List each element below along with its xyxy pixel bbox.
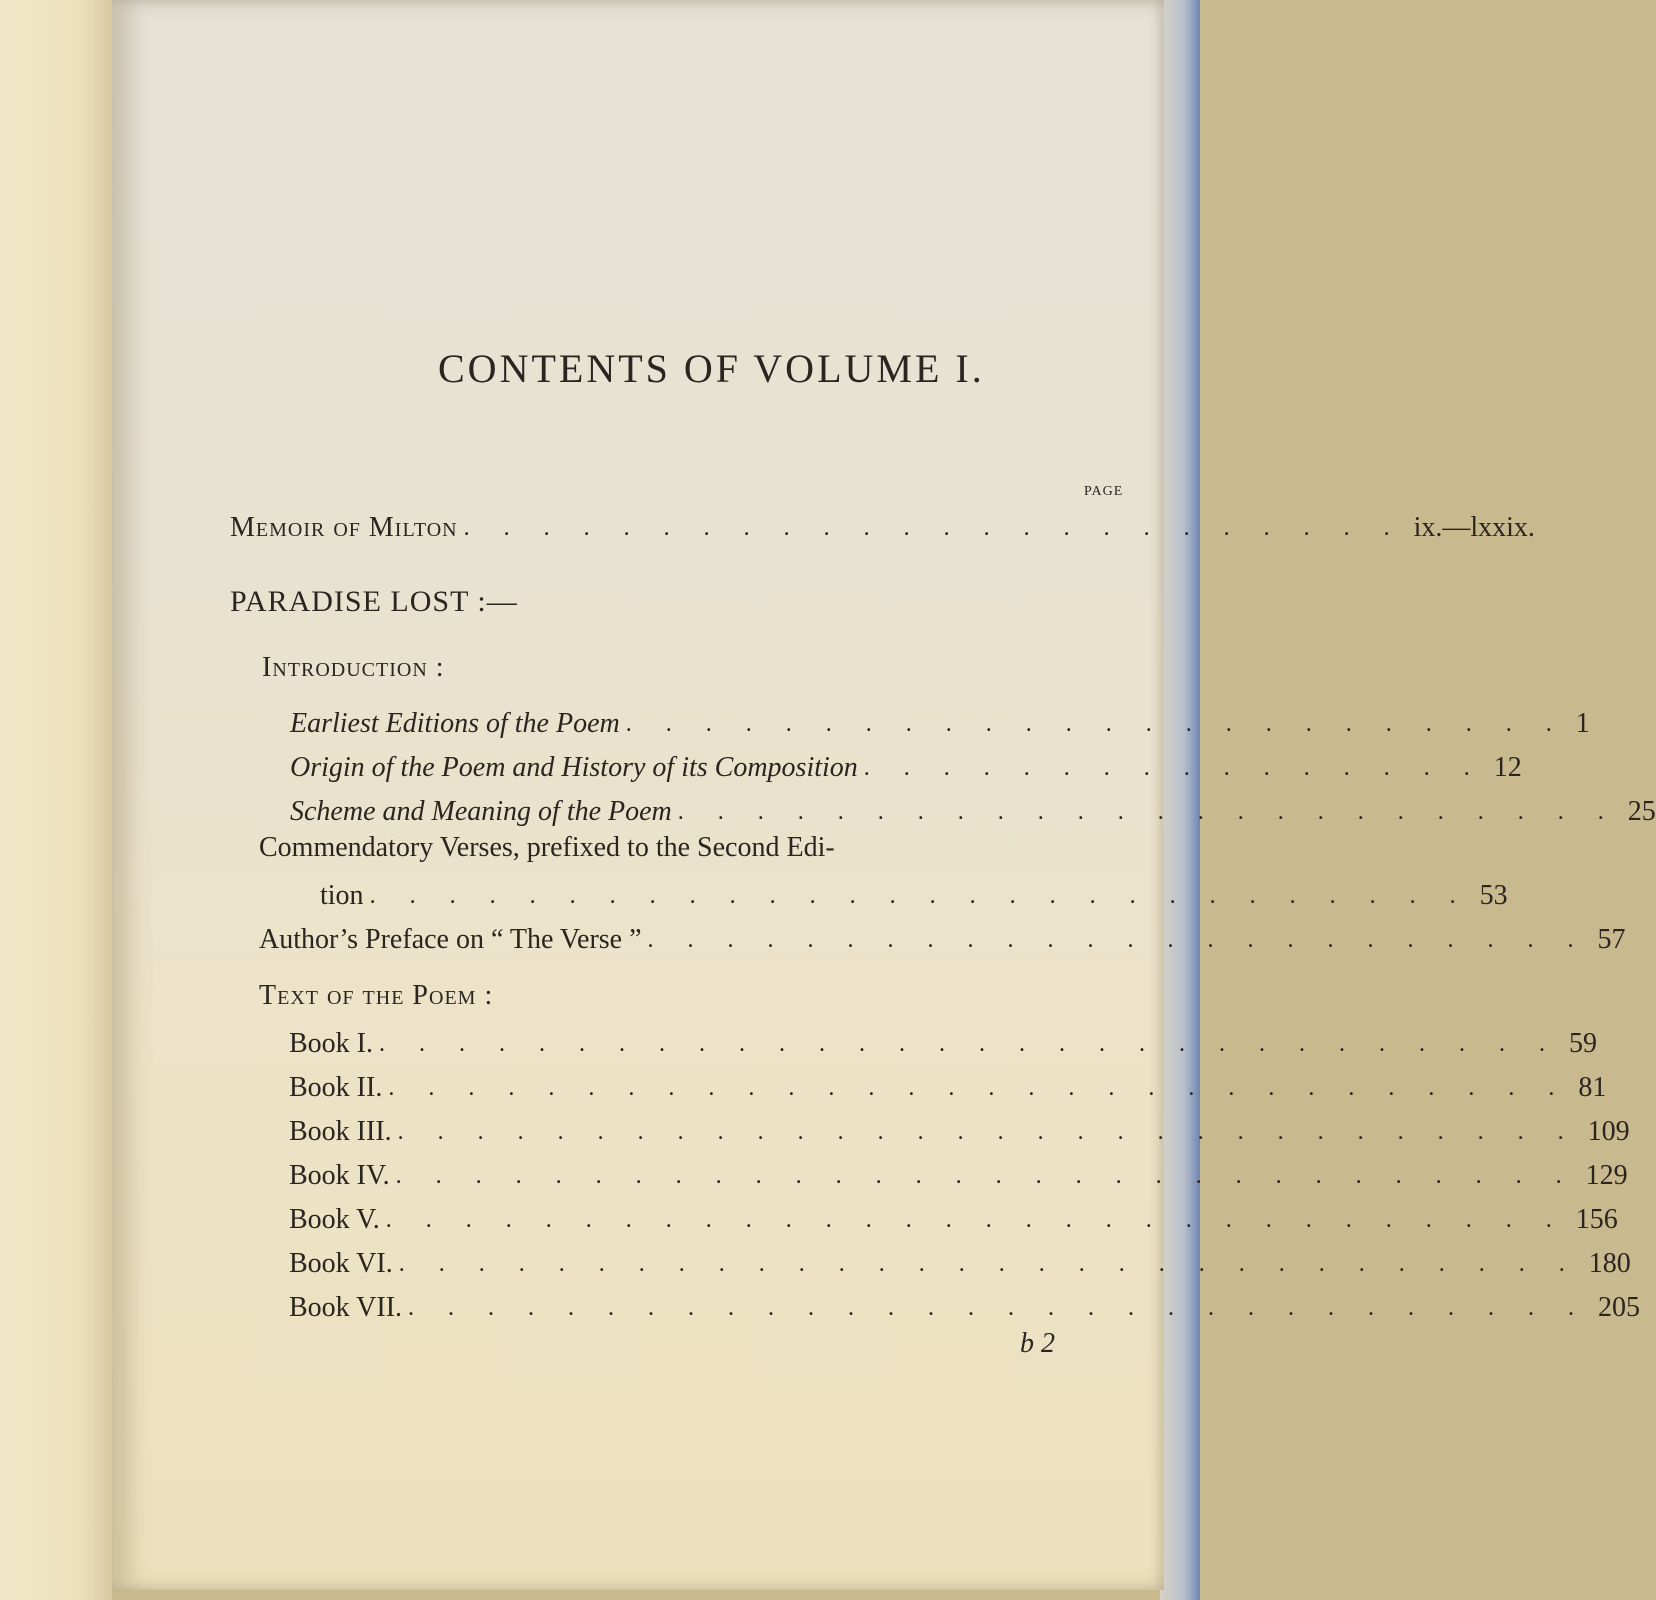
toc-entry-preface: [259, 920, 1626, 956]
toc-entry-label: Book II.: [289, 1072, 383, 1103]
toc-entry-page: 57: [1597, 924, 1626, 955]
toc-entry-label: Book III.: [289, 1116, 392, 1147]
leader-dots: . . . . . . . . . . . . . . . . . . . . . . . . . . . .: [369, 883, 1470, 909]
leader-dots: . . . . . . . . . . . . . . . . . . . . . . . . . . . . . .: [408, 1295, 1589, 1321]
toc-entry-label: Book V.: [289, 1204, 380, 1235]
book-page: [112, 0, 1656, 1590]
toc-entry-label: Author’s Preface on “ The Verse ”: [259, 924, 642, 955]
toc-entry-commendatory-line1: Commendatory Verses, prefixed to the Second Edi-: [259, 832, 835, 863]
toc-entry-page: 129: [1585, 1160, 1628, 1191]
leader-dots: . . . . . . . . . . . . . . . . . . . . . . . .: [463, 515, 1404, 541]
leader-dots: . . . . . . . . . . . . . . . . . . . . . . . . . . . . . .: [395, 1163, 1576, 1189]
toc-entry-page: 81: [1578, 1072, 1607, 1103]
signature-mark: b 2: [1020, 1328, 1055, 1359]
toc-entry-book-1: [289, 1024, 1597, 1060]
leader-dots: . . . . . . . . . . . . . . . . . . . . . . . .: [625, 711, 1566, 737]
facing-page-edge: [0, 0, 112, 1600]
toc-entry-label: Book IV.: [289, 1160, 390, 1191]
toc-entry-label: Book I.: [289, 1028, 373, 1059]
toc-entry-book-4: [289, 1156, 1628, 1192]
page-title: CONTENTS OF VOLUME I.: [438, 346, 985, 391]
toc-entry-label: Book VII.: [289, 1292, 403, 1323]
toc-entry-page: 205: [1598, 1292, 1641, 1323]
introduction-heading: Introduction :: [262, 652, 445, 683]
leader-dots: . . . . . . . . . . . . . . . . . . . . . . . . . . . . . .: [385, 1207, 1566, 1233]
toc-entry-page: 180: [1588, 1248, 1631, 1279]
toc-entry-label: Earliest Editions of the Poem: [290, 708, 620, 739]
leader-dots: . . . . . . . . . . . . . . . .: [863, 755, 1484, 781]
toc-entry-page: 53: [1479, 880, 1508, 911]
toc-entry-page: 12: [1493, 752, 1522, 783]
toc-entry-book-6: [289, 1244, 1631, 1280]
toc-entry-book-3: [289, 1112, 1630, 1148]
toc-entry-label: Origin of the Poem and History of its Composition: [290, 752, 858, 783]
toc-entry-label: tion: [320, 880, 364, 911]
toc-entry-memoir: [230, 508, 1535, 544]
toc-entry-page: 156: [1575, 1204, 1618, 1235]
toc-entry-book-2: [289, 1068, 1607, 1104]
toc-entry-page: ix.—lxxix.: [1413, 512, 1535, 543]
toc-entry-label: Memoir of Milton: [230, 512, 458, 543]
toc-entry-page: 25: [1627, 796, 1656, 827]
toc-entry-origin: [290, 748, 1522, 784]
toc-entry-commendatory: [320, 876, 1508, 912]
toc-entry-label: Scheme and Meaning of the Poem: [290, 796, 672, 827]
leader-dots: . . . . . . . . . . . . . . . . . . . . . . . .: [647, 927, 1588, 953]
leader-dots: . . . . . . . . . . . . . . . . . . . . . . . . . . . . . .: [379, 1031, 1559, 1057]
toc-entry-label: Book VI.: [289, 1248, 393, 1279]
leader-dots: . . . . . . . . . . . . . . . . . . . . . . . . . . . . . .: [398, 1251, 1579, 1277]
toc-entry-page: 59: [1569, 1028, 1597, 1059]
section-heading: PARADISE LOST :—: [230, 585, 518, 618]
leader-dots: . . . . . . . . . . . . . . . . . . . . . . . . . . . . . .: [397, 1119, 1578, 1145]
toc-entry-book-7: [289, 1288, 1641, 1324]
toc-entry-earliest-editions: [290, 704, 1590, 740]
toc-entry-book-5: [289, 1200, 1618, 1236]
toc-entry-page: 109: [1587, 1116, 1630, 1147]
page-column-label: PAGE: [1084, 484, 1124, 499]
toc-entry-page: 1: [1575, 708, 1590, 739]
leader-dots: . . . . . . . . . . . . . . . . . . . . . . . . . . . . . .: [388, 1075, 1569, 1101]
toc-entry-scheme: [290, 792, 1656, 828]
leader-dots: . . . . . . . . . . . . . . . . . . . . . . . .: [677, 799, 1618, 825]
text-of-poem-heading: Text of the Poem :: [259, 980, 494, 1011]
